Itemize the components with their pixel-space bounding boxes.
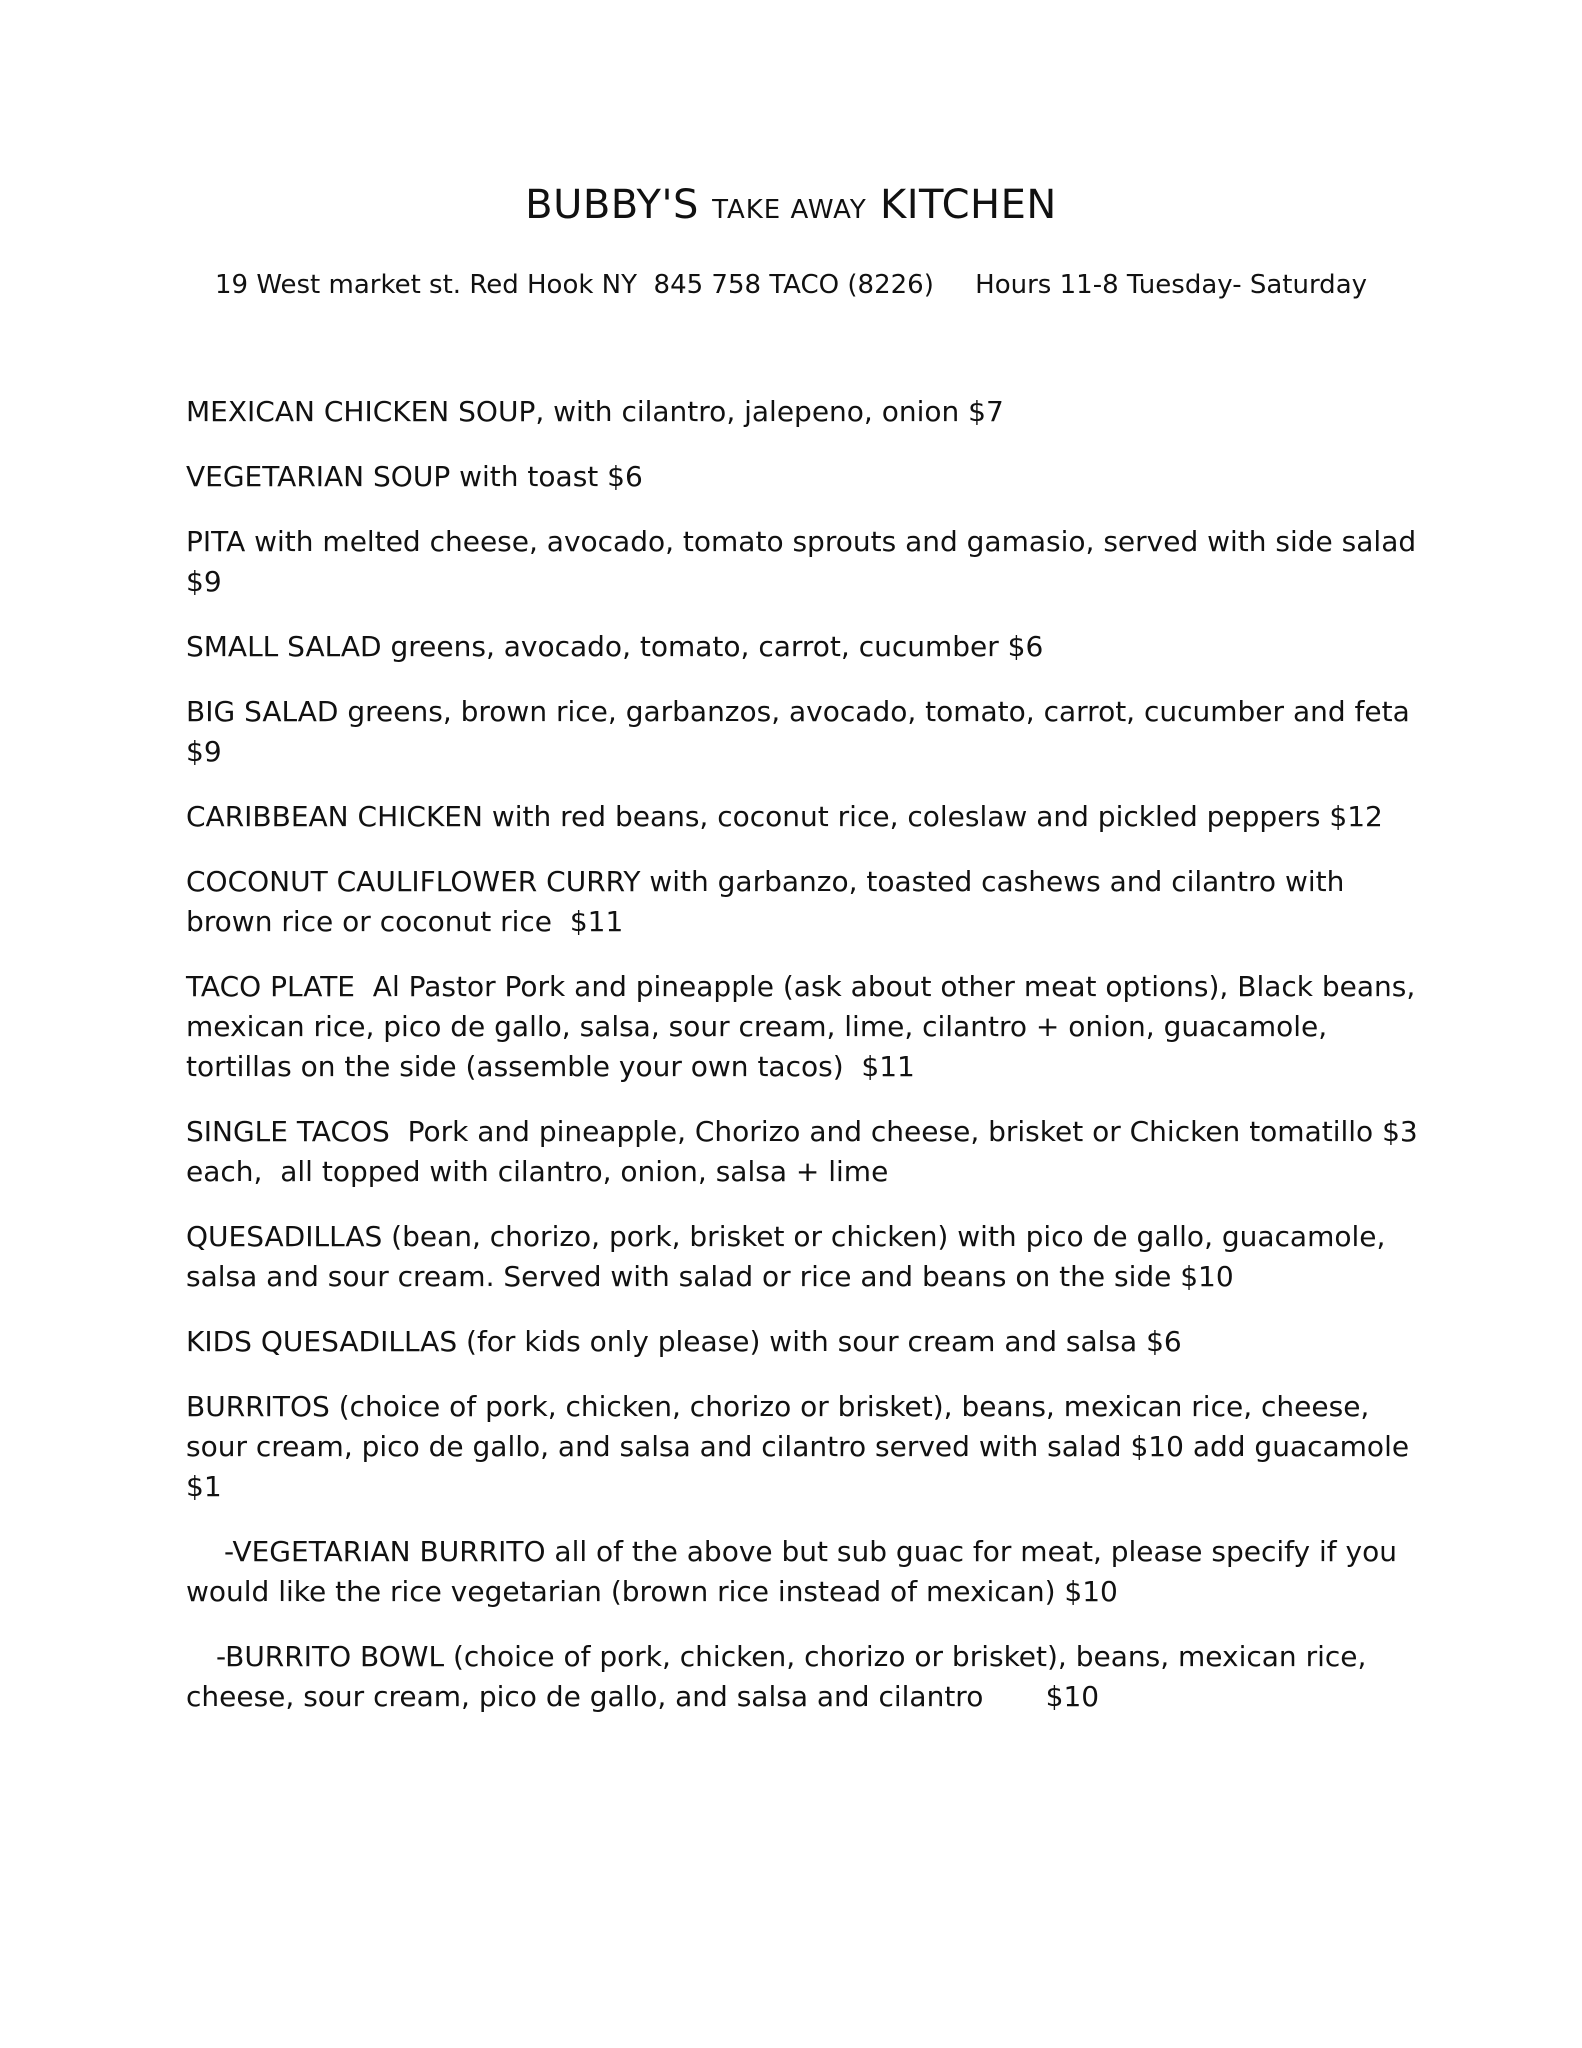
- menu-item-taco-plate: TACO PLATE Al Pastor Pork and pineapple (ask about other meat options), Black beans, mexican rice, pico de gallo, salsa, sour cream, lime, cilantro + onion, guacamole, tortillas on the side (assemble your own tacos) $11: [186, 970, 1425, 1083]
- page-title: [0, 182, 1582, 228]
- menu-list: [186, 392, 1426, 1742]
- menu-item-coconut-cauliflower-curry: COCONUT CAULIFLOWER CURRY with garbanzo, toasted cashews and cilantro with brown rice or coconut rice $11: [186, 865, 1354, 938]
- title-part-2: TAKE AWAY: [712, 195, 867, 225]
- menu-item-kids-quesadillas: KIDS QUESADILLAS (for kids only please) with sour cream and salsa $6: [186, 1325, 1182, 1358]
- menu-item-pita: PITA with melted cheese, avocado, tomato sprouts and gamasio, served with side salad $9: [186, 525, 1426, 598]
- menu-item-single-tacos: SINGLE TACOS Pork and pineapple, Chorizo and cheese, brisket or Chicken tomatillo $3 each, all topped with cilantro, onion, salsa + lime: [186, 1115, 1427, 1188]
- menu-item-caribbean-chicken: CARIBBEAN CHICKEN with red beans, coconut rice, coleslaw and pickled peppers $12: [186, 800, 1383, 833]
- menu-item-mexican-chicken-soup: MEXICAN CHICKEN SOUP, with cilantro, jalepeno, onion $7: [186, 395, 1004, 428]
- menu-item-burritos: BURRITOS (choice of pork, chicken, chorizo or brisket), beans, mexican rice, cheese, sour cream, pico de gallo, and salsa and cilantro served with salad $10 add guacamole $1: [186, 1390, 1418, 1503]
- menu-item-quesadillas: QUESADILLAS (bean, chorizo, pork, brisket or chicken) with pico de gallo, guacamole, salsa and sour cream. Served with salad or rice and beans on the side $10: [186, 1220, 1395, 1293]
- menu-item-vegetarian-burrito: -VEGETARIAN BURRITO all of the above but sub guac for meat, please specify if you would like the rice vegetarian (brown rice instead of mexican) $10: [186, 1535, 1406, 1608]
- menu-item-small-salad: SMALL SALAD greens, avocado, tomato, carrot, cucumber $6: [186, 630, 1044, 663]
- menu-item-burrito-bowl: -BURRITO BOWL (choice of pork, chicken, chorizo or brisket), beans, mexican rice, cheese, sour cream, pico de gallo, and salsa and cilantro $10: [186, 1640, 1376, 1713]
- address-hours-line: 19 West market st. Red Hook NY 845 758 TACO (8226) Hours 11-8 Tuesday- Saturday: [214, 270, 1368, 300]
- title-part-3: KITCHEN: [866, 182, 1057, 228]
- menu-item-big-salad: BIG SALAD greens, brown rice, garbanzos, avocado, tomato, carrot, cucumber and feta $9: [186, 695, 1419, 768]
- title-part-1: BUBBY'S: [525, 182, 713, 228]
- menu-item-vegetarian-soup: VEGETARIAN SOUP with toast $6: [186, 460, 643, 493]
